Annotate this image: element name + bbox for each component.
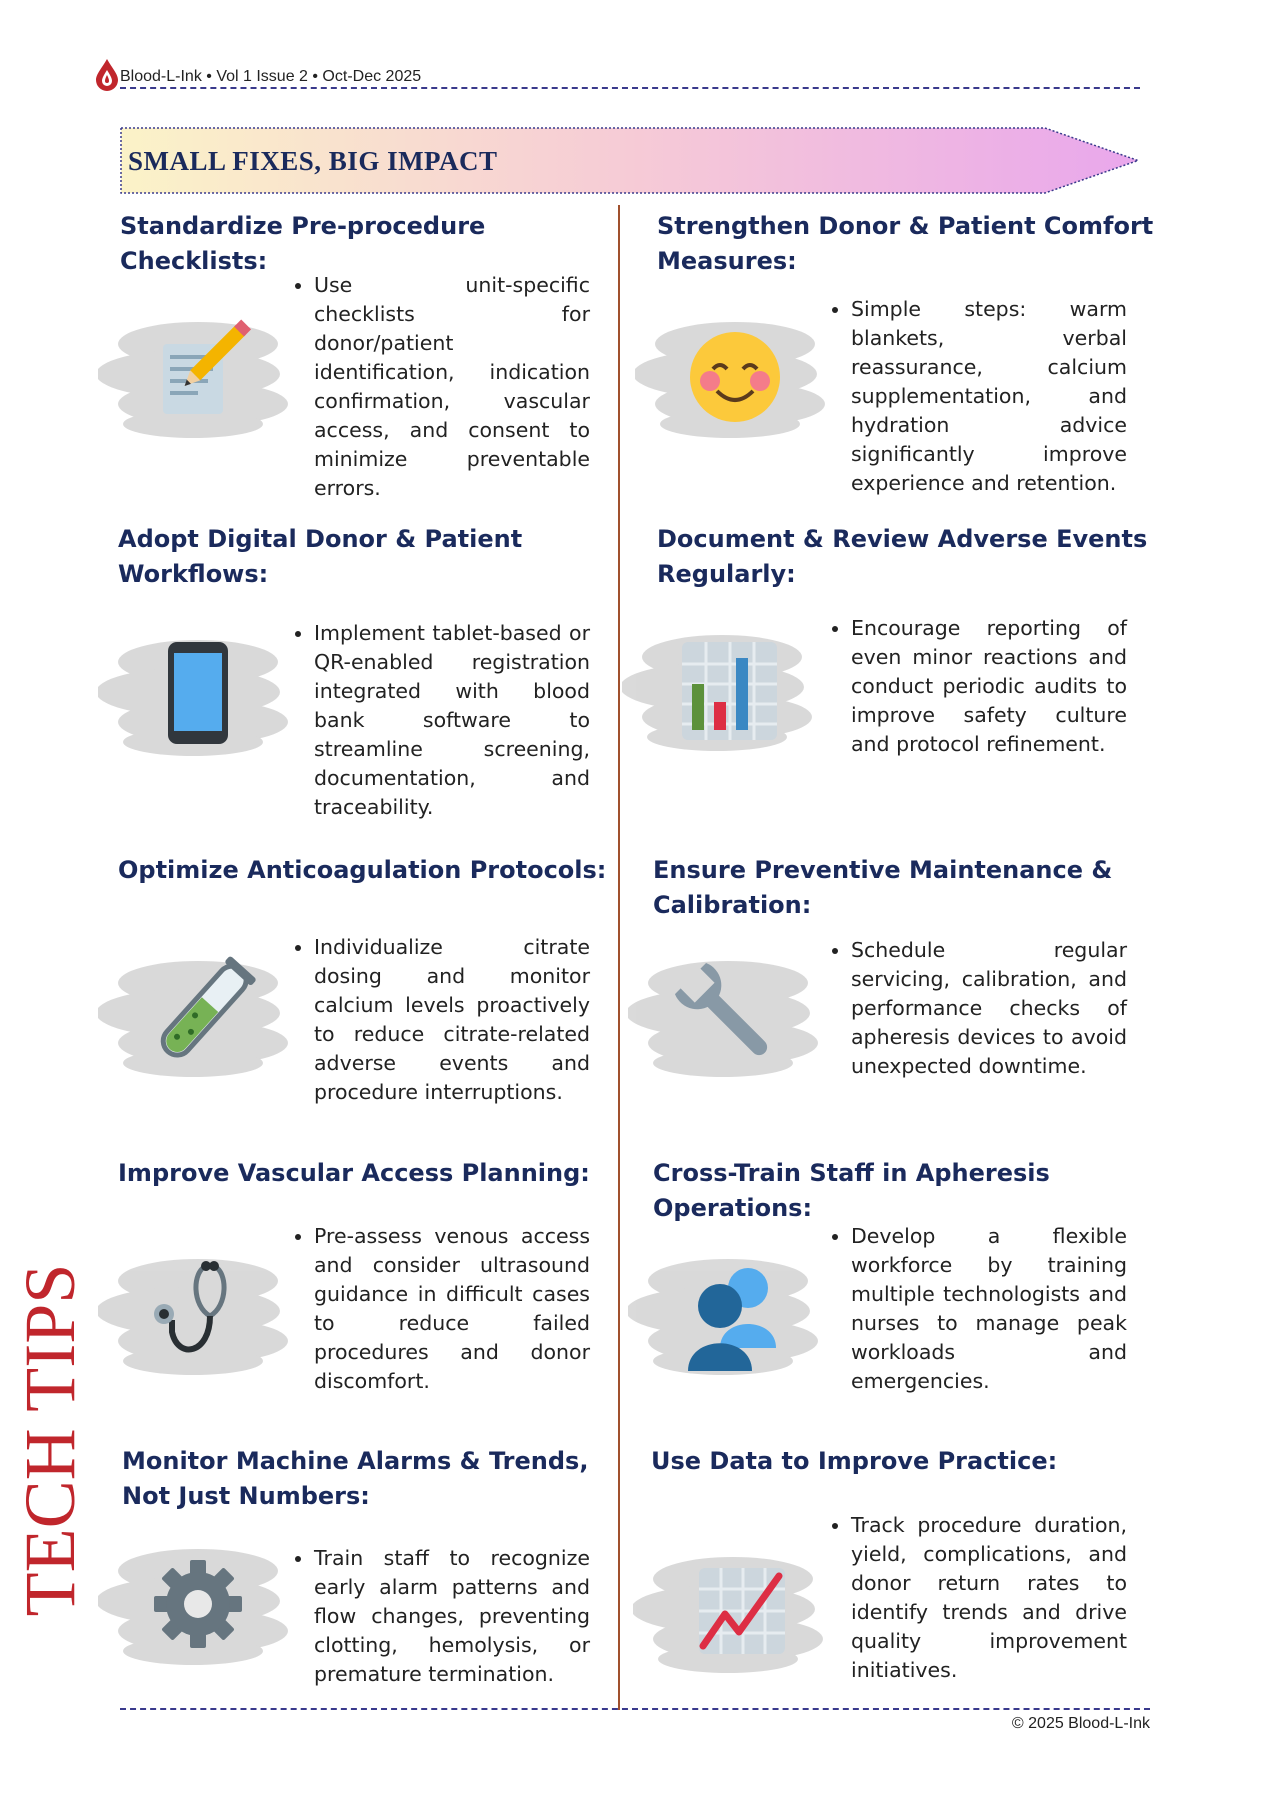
tip-text: • Develop a flexible workforce by training multiple technologists and nurses to manage peak workloads and emergencies.: [851, 1222, 1127, 1396]
tip-body: [827, 1222, 1127, 1396]
tip-body: [290, 1544, 590, 1689]
side-section-title: TECH TIPS: [10, 1263, 90, 1617]
tip-body: [827, 1511, 1127, 1685]
tip-body: [290, 619, 590, 822]
tip-heading: Optimize Anticoagulation Protocols:: [118, 856, 607, 884]
blood-drop-icon: [94, 58, 120, 92]
tip-body: [827, 614, 1127, 759]
section-banner: [120, 127, 1140, 194]
tip-heading: Standardize Pre-procedure Checklists:: [120, 212, 486, 275]
tip-text: • Train staff to recognize early alarm patterns and flow changes, preventing clotting, hemolysis, or premature termination.: [314, 1544, 590, 1689]
trending-chart-icon: [633, 1534, 833, 1684]
footer-divider: [120, 1708, 1150, 1710]
smartphone-icon: [98, 617, 298, 767]
tip-heading: Adopt Digital Donor & Patient Workflows:: [118, 525, 523, 588]
test-tube-icon: [98, 938, 298, 1088]
tip-text: • Individualize citrate dosing and monitor calcium levels proactively to reduce citrate-related adverse events and procedure interruptions.: [314, 933, 590, 1107]
tip-text: • Use unit-specific checklists for donor/patient identification, indication confirmation, vascular access, and consent to minimize preventable errors.: [314, 271, 590, 503]
tip-body: [290, 933, 590, 1107]
header-divider: [120, 87, 1140, 89]
notepad-pencil-icon: [98, 299, 298, 449]
publication-header: [94, 58, 1140, 90]
tip-body: [290, 271, 590, 503]
tip-body: [827, 936, 1127, 1081]
tip-heading: Improve Vascular Access Planning:: [118, 1159, 590, 1187]
tip-heading: Cross-Train Staff in Apheresis Operations:: [653, 1159, 1050, 1222]
people-silhouette-icon: [628, 1236, 828, 1386]
tip-text: • Implement tablet-based or QR-enabled registration integrated with blood bank software to streamline screening, documentation, and traceability.: [314, 619, 590, 822]
banner-title: SMALL FIXES, BIG IMPACT: [128, 146, 498, 176]
smiling-face-icon: [635, 299, 835, 449]
tip-heading: Strengthen Donor & Patient Comfort Measures:: [657, 212, 1154, 275]
wrench-icon: [628, 938, 828, 1088]
stethoscope-icon: [98, 1236, 298, 1386]
publication-info: Blood-L-Ink • Vol 1 Issue 2 • Oct-Dec 2025: [120, 68, 422, 85]
tip-text: • Encourage reporting of even minor reactions and conduct periodic audits to improve safety culture and protocol refinement.: [851, 614, 1127, 759]
copyright-notice: © 2025 Blood-L-Ink: [1011, 1715, 1150, 1732]
tip-text: • Track procedure duration, yield, complications, and donor return rates to identify trends and drive quality improvement initiatives.: [851, 1511, 1127, 1685]
tip-heading: Document & Review Adverse Events Regularly:: [657, 525, 1148, 588]
bar-chart-icon: [622, 612, 822, 762]
tip-heading: Ensure Preventive Maintenance & Calibration:: [653, 856, 1113, 919]
tip-text: • Simple steps: warm blankets, verbal reassurance, calcium supplementation, and hydration advice significantly improve experience and retention.: [851, 295, 1127, 498]
tip-text: • Pre-assess venous access and consider ultrasound guidance in difficult cases to reduce failed procedures and donor discomfort.: [314, 1222, 590, 1396]
tip-heading: Use Data to Improve Practice:: [651, 1447, 1058, 1475]
tip-text: • Schedule regular servicing, calibration, and performance checks of apheresis devices to avoid unexpected downtime.: [851, 936, 1127, 1081]
tip-heading: Monitor Machine Alarms & Trends, Not Just Numbers:: [122, 1447, 589, 1510]
tip-body: [290, 1222, 590, 1396]
gear-icon: [98, 1526, 298, 1676]
tip-body: [827, 295, 1127, 498]
